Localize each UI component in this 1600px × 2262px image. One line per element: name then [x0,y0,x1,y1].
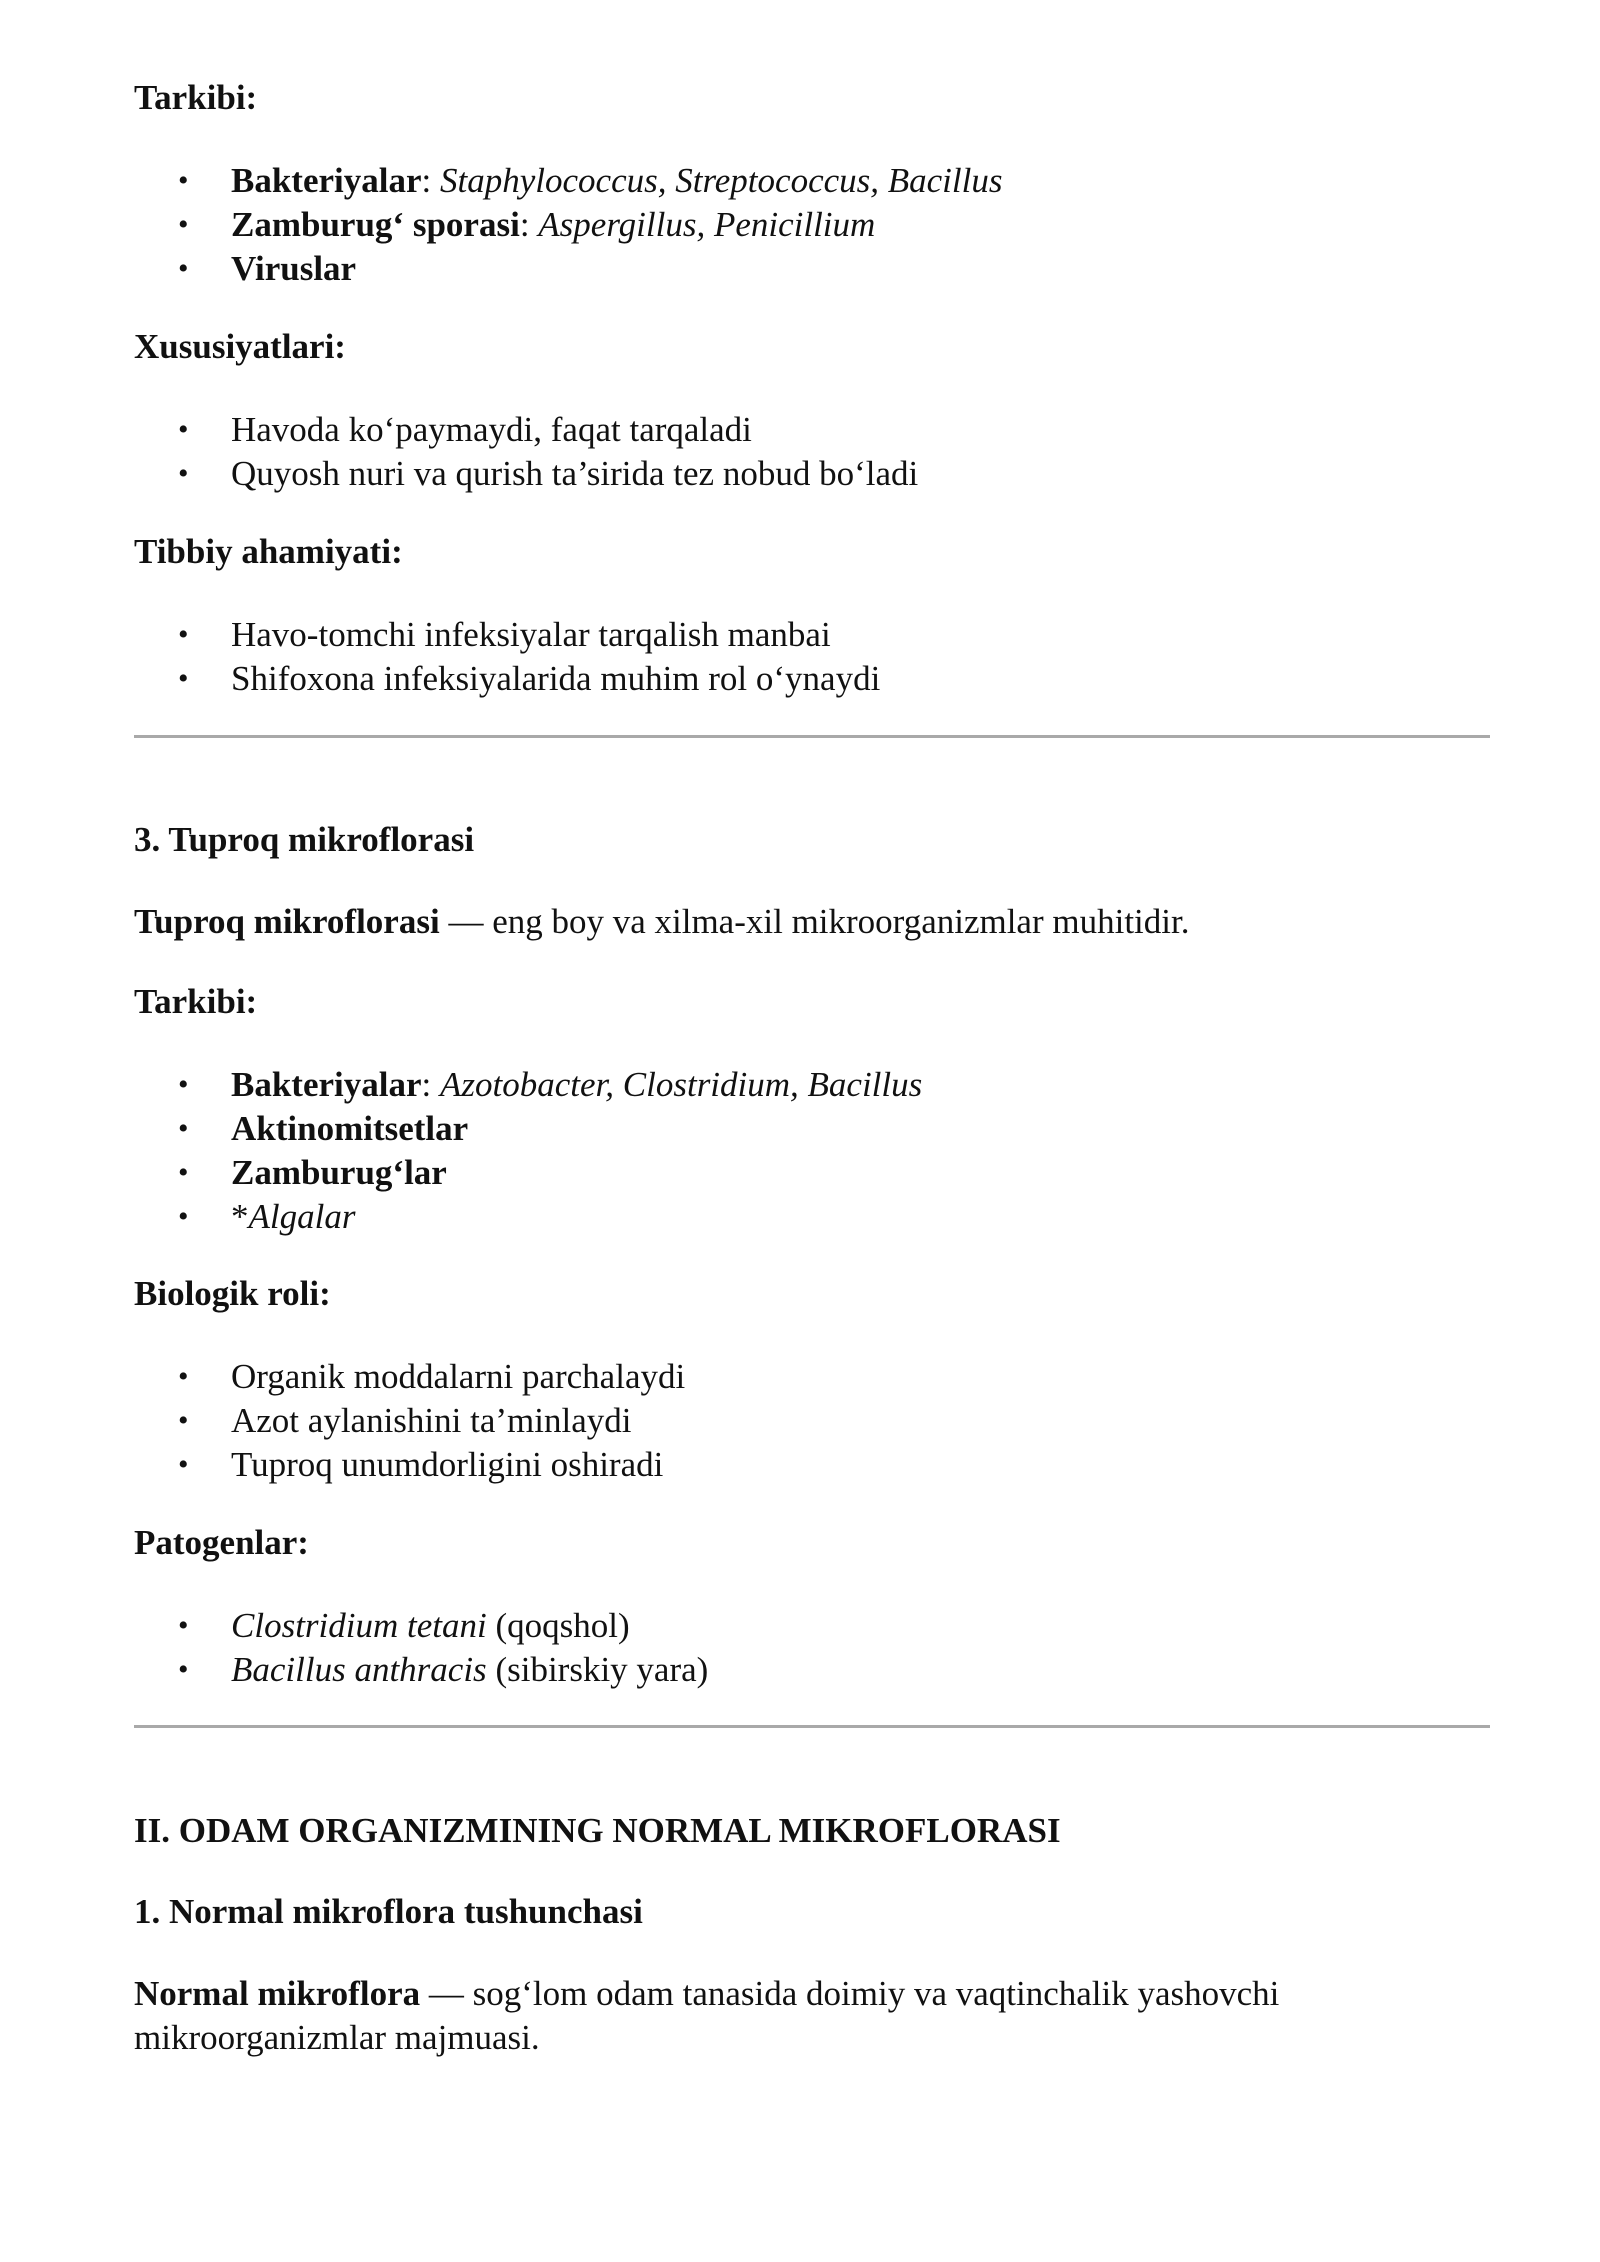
section-divider [134,1725,1490,1728]
list-item: • Organik moddalarni parchalaydi [134,1355,685,1399]
list-item: • Zamburug‘lar [134,1151,922,1195]
bullet-icon: • [178,164,189,197]
air-composition-list [134,159,1002,291]
normal-microflora-definition: Normal mikroflora — sog‘lom odam tanasida doimiy va vaqtinchalik yashovchi mikroorganizmlar majmuasi. [134,1974,1280,2057]
soil-pathogens-heading: Patogenlar: [134,1523,309,1562]
bullet-icon: • [178,1653,189,1686]
bullet-icon: • [178,252,189,285]
air-medical-heading: Tibbiy ahamiyati: [134,532,403,571]
soil-role-heading: Biologik roli: [134,1274,331,1313]
list-item: • Viruslar [134,247,1002,291]
list-item: • Clostridium tetani (qoqshol) [134,1604,708,1648]
list-item: • *Algalar [134,1195,922,1239]
air-properties-heading: Xususiyatlari: [134,327,346,366]
bullet-icon: • [178,1360,189,1393]
list-item: • Quyosh nuri va qurish ta’sirida tez nobud bo‘ladi [134,452,918,496]
list-item: • Bakteriyalar: Staphylococcus, Streptococcus, Bacillus [134,159,1002,203]
bullet-icon: • [178,1156,189,1189]
bullet-icon: • [178,457,189,490]
bullet-icon: • [178,1448,189,1481]
bullet-icon: • [178,413,189,446]
soil-pathogens-list [134,1604,708,1692]
bullet-icon: • [178,1200,189,1233]
list-item: • Tuproq unumdorligini oshiradi [134,1443,685,1487]
list-item: • Azot aylanishini ta’minlaydi [134,1399,685,1443]
bullet-icon: • [178,1404,189,1437]
soil-intro-paragraph: Tuproq mikroflorasi — eng boy va xilma-xil mikroorganizmlar muhitidir. [134,902,1190,941]
air-composition-heading: Tarkibi: [134,78,258,117]
soil-composition-list [134,1063,922,1239]
air-medical-list [134,613,880,701]
bullet-icon: • [178,662,189,695]
bullet-icon: • [178,1068,189,1101]
human-subsection-title: 1. Normal mikroflora tushunchasi [134,1892,643,1931]
list-item: • Havo-tomchi infeksiyalar tarqalish manbai [134,613,880,657]
human-section-title: II. ODAM ORGANIZMINING NORMAL MIKROFLORASI [134,1811,1061,1850]
bullet-icon: • [178,1112,189,1145]
bullet-icon: • [178,1609,189,1642]
soil-section-title: 3. Tuproq mikroflorasi [134,820,475,859]
list-item: • Zamburug‘ sporasi: Aspergillus, Penicillium [134,203,1002,247]
bullet-icon: • [178,618,189,651]
soil-role-list [134,1355,685,1487]
list-item: • Shifoxona infeksiyalarida muhim rol o‘ynaydi [134,657,880,701]
air-properties-list [134,408,918,496]
list-item: • Bakteriyalar: Azotobacter, Clostridium, Bacillus [134,1063,922,1107]
bullet-icon: • [178,208,189,241]
section-divider [134,735,1490,738]
soil-composition-heading: Tarkibi: [134,982,258,1021]
list-item: • Bacillus anthracis (sibirskiy yara) [134,1648,708,1692]
list-item: • Havoda ko‘paymaydi, faqat tarqaladi [134,408,918,452]
list-item: • Aktinomitsetlar [134,1107,922,1151]
